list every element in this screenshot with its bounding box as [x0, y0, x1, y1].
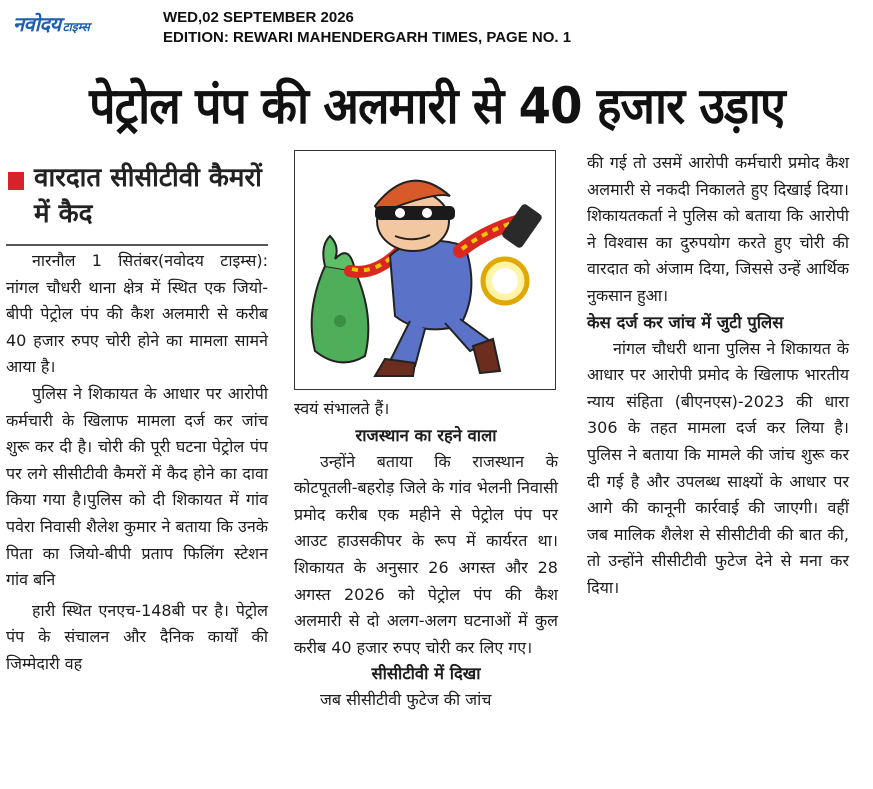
- date-line: WED,02 SEPTEMBER 2026: [163, 9, 354, 26]
- subheading: केस दर्ज कर जांच में जुटी पुलिस: [587, 312, 784, 332]
- paragraph: उन्होंने बताया कि राजस्थान के कोटपूतली-बहरोड़ जिले के गांव भेलनी निवासी प्रमोद करीब एक महीने से पेट्रोल पंप पर आउट हाउसकीपर के रूप में कार्यरत था। शिकायत के अनुसार 26 अगस्त और 28 अगस्त 2026 को पेट्रोल पंप की कैश अलमारी से दो अलग-अलग घटनाओं में कुल करीब 40 हजार रुपए चोरी कर लिए गए।: [294, 451, 558, 657]
- newspaper-logo: [13, 10, 90, 34]
- paragraph: स्वयं संभालते हैं।: [294, 399, 390, 418]
- edition-line: EDITION: REWARI MAHENDERGARH TIMES, PAGE NO. 1: [163, 29, 572, 46]
- headline: [0, 64, 873, 144]
- article-column-1: [6, 248, 268, 678]
- paragraph: नारनौल 1 सितंबर(नवोदय टाइम्स): नांगल चौधरी थाना क्षेत्र में स्थित एक जियो-बीपी पेट्रोल पंप की कैश अलमारी से करीब 40 हजार रुपए चोरी होने का मामला सामने आया है।: [6, 251, 268, 377]
- logo-main: नवोदय: [13, 12, 61, 36]
- paragraph: की गई तो उसमें आरोपी कर्मचारी प्रमोद कैश अलमारी से नकदी निकालते हुए दिखाई दिया। शिकायतकर्ता ने पुलिस को बताया कि आरोपी ने विश्वास का दुरुपयोग करते हुए चोरी की वारदात को अंजाम दिया, जिससे उन्हें आर्थिक नुकसान हुआ।: [587, 153, 849, 305]
- masthead: [0, 0, 873, 58]
- headline-text: पेट्रोल पंप की अलमारी से 40 हजार उड़ाए: [88, 77, 785, 135]
- kicker-bullet-icon: [8, 172, 24, 190]
- paragraph: पुलिस ने शिकायत के आधार पर आरोपी कर्मचारी के खिलाफ मामला दर्ज कर जांच शुरू कर दी है। चोरी की पूरी घटना पेट्रोल पंप पर लगे सीसीटीवी कैमरों में कैद होने का दावा किया गया है।पुलिस को दी शिकायत में गांव पवेरा निवासी शैलेश कुमार ने बताया कि उनके पिता का जियो-बीपी प्रताप फिलिंग स्टेशन गांव बनि: [6, 383, 268, 590]
- thief-running-with-money-bag-and-torch-icon: [295, 151, 555, 389]
- kicker: [6, 160, 268, 232]
- paragraph: जब सीसीटीवी फुटेज की जांच: [320, 690, 492, 710]
- paragraph: हारी स्थित एनएच-148बी पर है। पेट्रोल पंप के संचालन और दैनिक कार्यों की जिम्मेदारी वह: [6, 600, 268, 673]
- subheading: सीसीटीवी में दिखा: [371, 664, 481, 684]
- edition-info: [163, 8, 571, 48]
- money-bag-icon: [312, 236, 369, 362]
- kicker-text: वारदात सीसीटीवी कैमरों में कैद: [34, 163, 262, 229]
- logo-sub: टाइम्स: [62, 20, 90, 34]
- article-column-3: [587, 150, 849, 602]
- article-column-2: [294, 396, 558, 714]
- kicker-divider: [6, 244, 268, 246]
- paragraph: नांगल चौधरी थाना पुलिस ने शिकायत के आधार पर आरोपी प्रमोद के खिलाफ भारतीय न्याय संहिता (बीएनएस)-2023 की धारा 306 के तहत मामला दर्ज कर लिया है। पुलिस ने बताया कि मामले की जांच शुरू कर दी गई है और उपलब्ध साक्ष्यों के आधार पर आगे की कानूनी कार्रवाई की जाएगी। वहीं जब मालिक शैलेश से सीसीटीवी की बात की, तो उन्होंने सीसीटीवी फुटेज देने से मना कर दिया।: [587, 338, 849, 597]
- thief-illustration: [294, 150, 556, 390]
- subheading: राजस्थान का रहने वाला: [355, 425, 497, 445]
- torch-icon: [483, 203, 543, 303]
